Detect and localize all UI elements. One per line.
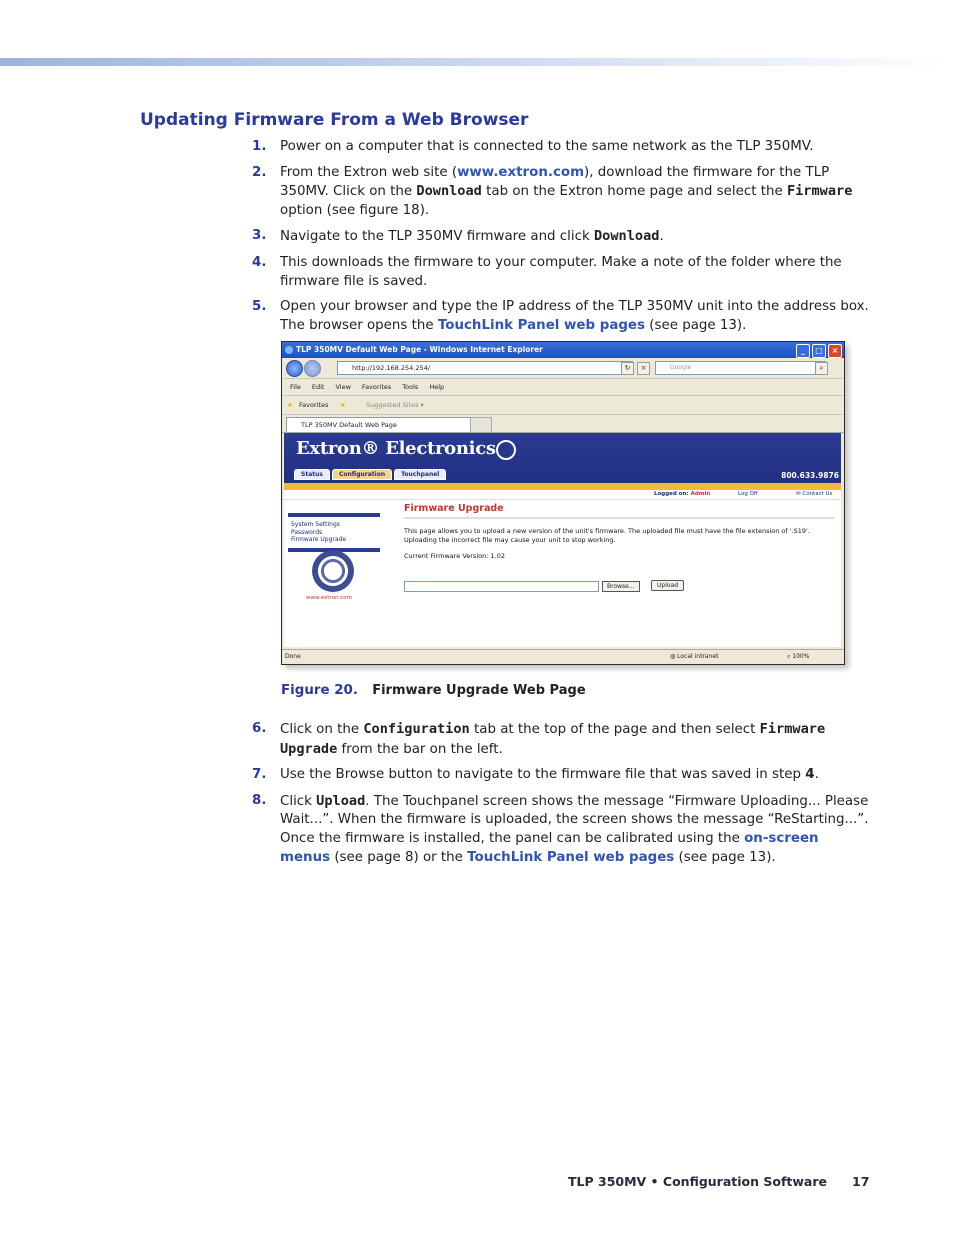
left-sidebar xyxy=(288,509,380,556)
step-number: 5. xyxy=(252,299,267,315)
favorites-bar xyxy=(282,396,844,415)
figure-title: Firmware Upgrade Web Page xyxy=(372,683,586,698)
tab-row xyxy=(282,415,844,433)
status-bar xyxy=(282,649,844,664)
step-number: 2. xyxy=(252,164,267,180)
ie-icon xyxy=(285,346,293,354)
extron-banner xyxy=(284,433,841,490)
add-favorite-icon[interactable]: ★ xyxy=(340,401,346,409)
contact-us-link[interactable] xyxy=(796,490,832,499)
title-divider xyxy=(404,517,834,519)
step-text: (see page 13). xyxy=(674,849,776,865)
menu-favorites[interactable]: Favorites xyxy=(361,383,392,391)
command-firmware-upgrade: Firmware Upgrade xyxy=(280,721,826,757)
step-1 xyxy=(252,138,872,157)
search-icon[interactable]: ⌕ xyxy=(815,362,828,375)
zone-label: Local intranet xyxy=(677,653,719,660)
firmware-version: Current Firmware Version: 1.02 xyxy=(404,552,505,560)
menu-view[interactable]: View xyxy=(335,383,351,391)
step-text: This downloads the firmware to your computer. Make a note of the folder where the firmware file is saved. xyxy=(280,254,842,289)
footer-title: TLP 350MV • Configuration Software xyxy=(568,1174,828,1189)
address-row xyxy=(282,358,844,379)
step-text: . xyxy=(659,229,664,245)
section-heading: Updating Firmware From a Web Browser xyxy=(140,110,529,130)
favorites-button[interactable]: Favorites xyxy=(299,401,329,409)
step-text: Navigate to the TLP 350MV firmware and click xyxy=(280,229,594,245)
new-tab-button[interactable] xyxy=(470,417,492,432)
step-text: Use the Browse button to navigate to the firmware file that was saved in step xyxy=(280,767,806,783)
step-text: Power on a computer that is connected to the same network as the TLP 350MV. xyxy=(280,139,814,154)
figure-caption xyxy=(281,683,586,698)
step-text: tab at the top of the page and then select xyxy=(469,722,760,737)
logo-url[interactable]: www.extron.com xyxy=(306,595,352,601)
logged-on-user: Admin xyxy=(690,491,711,497)
zoom-value: 100% xyxy=(792,653,810,660)
firmware-title: Firmware Upgrade xyxy=(404,503,504,514)
file-input[interactable] xyxy=(404,581,599,592)
sidebar-item-firmware-upgrade[interactable]: Firmware Upgrade xyxy=(291,536,347,543)
sidebar-item-system-settings[interactable]: System Settings xyxy=(291,521,340,528)
step-number: 4. xyxy=(252,254,267,270)
step-text: ), download the firmware for the TLP 350MV. Click on the xyxy=(280,164,830,200)
step-ref: 4 xyxy=(805,767,815,783)
browser-tab[interactable]: TLP 350MV Default Web Page xyxy=(286,417,482,432)
step-text: From the Extron web site ( xyxy=(280,164,458,180)
step-number: 7. xyxy=(252,767,267,783)
zoom-icon: ⌕ xyxy=(787,653,793,660)
menu-edit[interactable]: Edit xyxy=(311,383,325,391)
menu-bar xyxy=(282,379,844,396)
window-titlebar xyxy=(282,342,844,358)
header-bar xyxy=(0,58,954,66)
step-text: tab on the Extron home page and select the xyxy=(481,184,787,200)
step-number: 1. xyxy=(252,139,267,154)
extron-brand: Extron® Electronics xyxy=(296,438,496,459)
logged-on-label: Logged on: xyxy=(654,491,689,497)
status-text: Done xyxy=(285,653,301,660)
step-text: (see page 8) or the xyxy=(330,849,468,865)
logged-on xyxy=(654,490,710,499)
back-icon[interactable] xyxy=(286,360,303,377)
step-number: 8. xyxy=(252,792,267,808)
extron-link[interactable]: www.extron.com xyxy=(457,164,585,180)
figure-number: Figure 20. xyxy=(281,683,358,698)
step-number: 6. xyxy=(252,721,267,736)
step-text: (see page 13). xyxy=(645,317,747,333)
firmware-description: This page allows you to upload a new version of the unit's firmware. The uploaded file must have the file extension of '.S19'. Uploading the incorrect file may cause your unit to stop working. xyxy=(404,527,810,544)
contact-us-label: Contact Us xyxy=(802,491,833,497)
step-text: option (see figure 18). xyxy=(280,202,430,218)
step-text: Open your browser and type the IP address of the TLP 350MV unit into the address box. The browser opens the xyxy=(280,299,869,333)
window-controls xyxy=(796,344,842,358)
page-number: 17 xyxy=(852,1174,870,1189)
touchlink-link[interactable]: TouchLink Panel web pages xyxy=(437,317,645,333)
firmware-content xyxy=(404,503,824,590)
forward-icon[interactable] xyxy=(304,360,321,377)
browser-screenshot xyxy=(281,341,845,665)
menu-help[interactable]: Help xyxy=(429,383,445,391)
step-6 xyxy=(252,720,872,759)
step-number: 3. xyxy=(252,228,267,244)
step-text: Click xyxy=(280,793,317,809)
tab-touchpanel[interactable]: Touchpanel xyxy=(394,469,446,480)
minimize-icon[interactable]: _ xyxy=(796,344,810,358)
phone-number: 800.633.9876 xyxy=(781,471,839,480)
extron-globe-icon xyxy=(496,440,516,460)
step-4 xyxy=(252,254,872,291)
step-5 xyxy=(252,298,872,335)
login-bar xyxy=(284,490,841,500)
menu-file[interactable]: File xyxy=(290,383,301,391)
onscreen-menus-link[interactable]: on-screen menus xyxy=(280,830,819,865)
step-3 xyxy=(252,227,872,247)
envelope-icon: ✉ xyxy=(796,491,803,497)
search-input[interactable]: Google xyxy=(655,361,826,375)
web-page xyxy=(284,433,841,647)
touchlink-link[interactable]: TouchLink Panel web pages xyxy=(467,849,675,865)
menu-tools[interactable]: Tools xyxy=(402,383,419,391)
sidebar-item-passwords[interactable]: Passwords xyxy=(291,528,323,536)
close-icon[interactable]: × xyxy=(828,344,842,358)
step-text: from the bar on the left. xyxy=(337,741,503,757)
sidebar-divider xyxy=(288,513,380,517)
browse-button[interactable]: Browse... xyxy=(602,581,640,592)
globe-icon: ◍ xyxy=(670,653,678,660)
step-8 xyxy=(252,792,872,867)
upload-button[interactable]: Upload xyxy=(651,580,684,591)
command-download: Download xyxy=(594,228,660,245)
step-text: . xyxy=(814,767,819,783)
stop-icon[interactable]: × xyxy=(637,362,650,375)
page-tabs xyxy=(294,469,446,480)
suggested-sites[interactable]: Suggested Sites ▾ xyxy=(366,401,424,409)
step-text: . The Touchpanel screen shows the message “Firmware Uploading... Please Wait...”. When the firmware is uploaded, the screen shows the message “ReStarting...”. Once the firmware is installed, the panel can be calibrated using the xyxy=(280,793,869,846)
star-icon: ★ xyxy=(287,401,293,409)
steps-list-2 xyxy=(252,720,872,874)
command-configuration: Configuration xyxy=(363,721,470,737)
address-input[interactable]: http://192.168.254.254/ xyxy=(337,361,633,375)
step-2 xyxy=(252,164,872,221)
zoom-control[interactable] xyxy=(787,650,809,664)
log-off-link[interactable]: Log Off xyxy=(738,491,758,497)
tab-status[interactable]: Status xyxy=(294,469,330,480)
step-7 xyxy=(252,766,872,785)
steps-list-1 xyxy=(252,138,872,342)
tab-configuration[interactable]: Configuration xyxy=(332,469,392,480)
extron-logo xyxy=(312,550,354,592)
maximize-icon[interactable]: □ xyxy=(812,344,826,358)
command-download: Download xyxy=(416,183,482,200)
refresh-icon[interactable]: ↻ xyxy=(621,362,634,375)
orange-divider xyxy=(284,483,841,490)
command-upload: Upload xyxy=(316,792,366,809)
zone-indicator xyxy=(670,650,718,664)
window-title: TLP 350MV Default Web Page - Windows Internet Explorer xyxy=(296,345,543,354)
step-text: Click on the xyxy=(280,722,364,737)
command-firmware: Firmware xyxy=(786,183,853,200)
